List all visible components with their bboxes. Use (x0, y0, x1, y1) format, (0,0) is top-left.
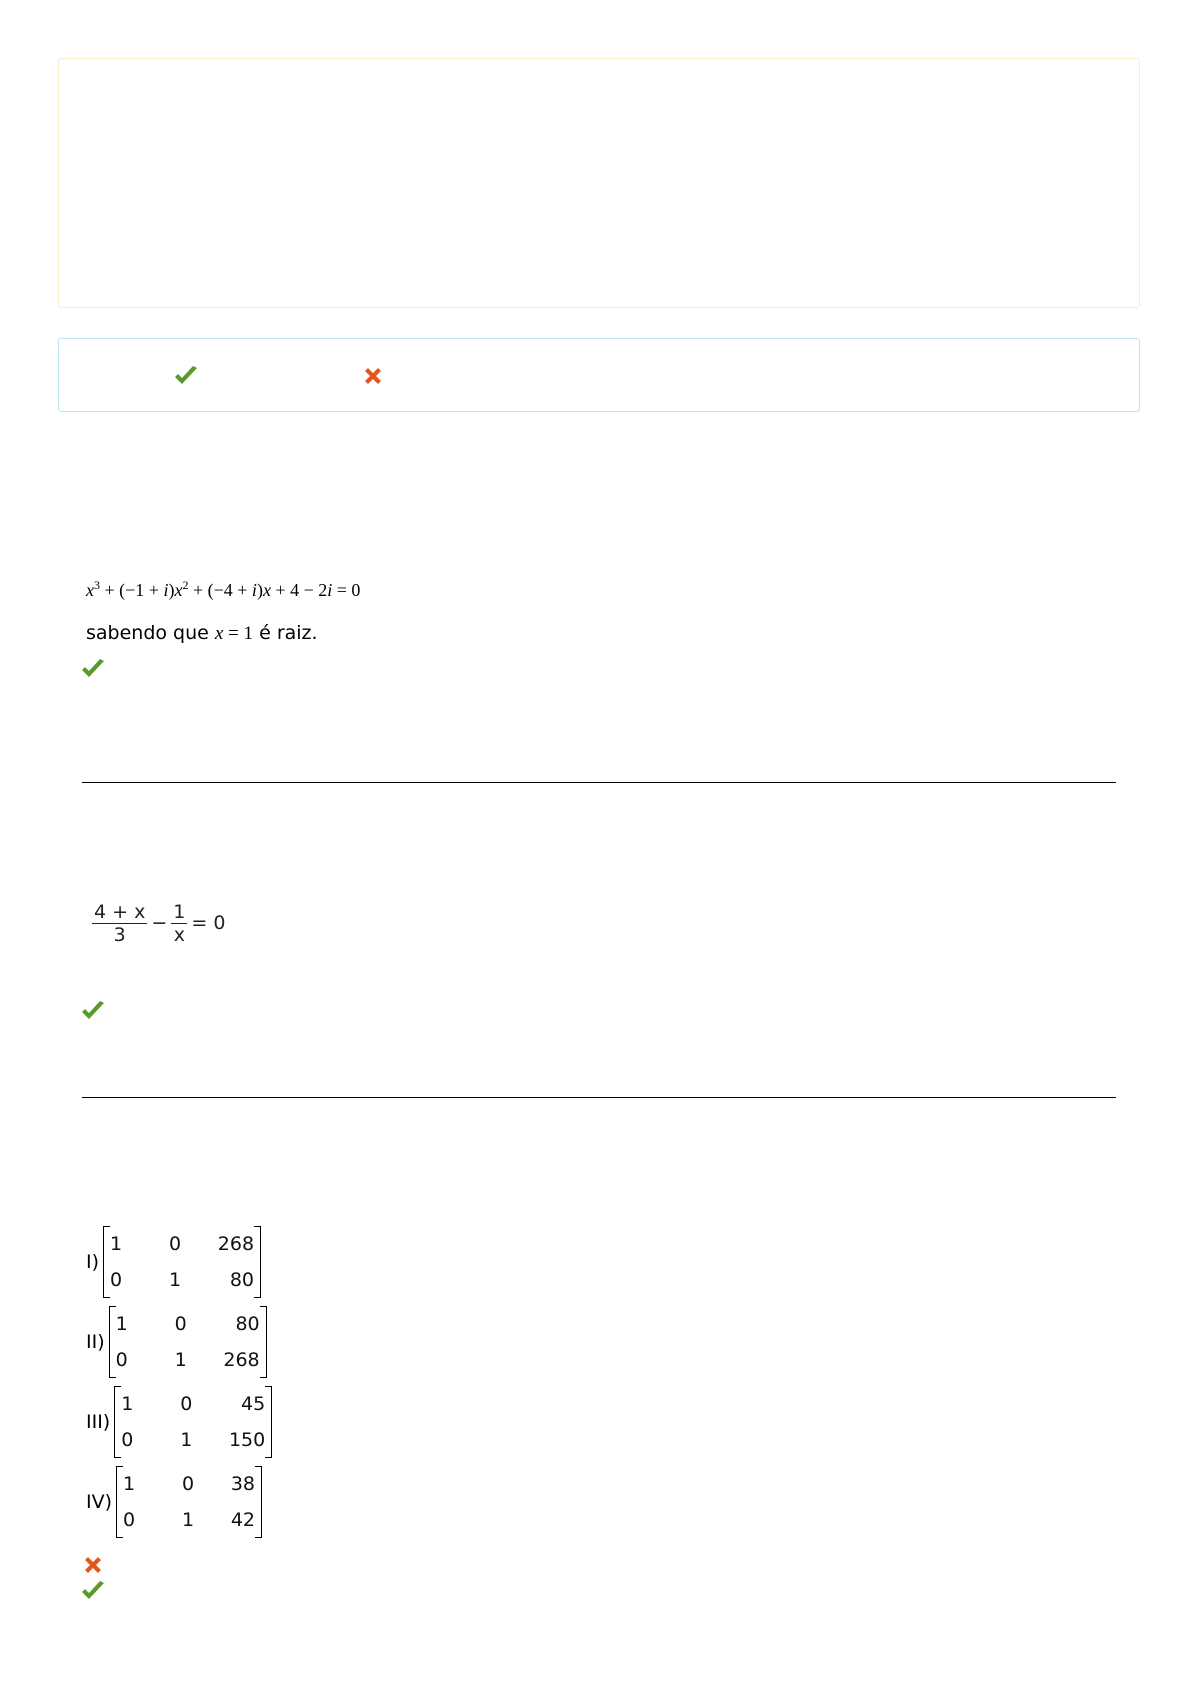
check-icon (80, 1000, 106, 1022)
cross-icon (362, 365, 384, 387)
question-divider (82, 1097, 1116, 1098)
question-divider (82, 782, 1116, 783)
matrix-option: I) 1 0 268 0 1 80 (86, 1226, 261, 1298)
matrix-option: III) 1 0 45 0 1 150 (86, 1386, 272, 1458)
polynomial-equation: $x^3 + (-1 + i)x^2 + (-4 + i)x + 4 - 2i = 0$ (86, 578, 361, 600)
check-icon (80, 1580, 106, 1602)
check-icon (80, 658, 106, 680)
cross-icon (82, 1554, 104, 1576)
warning-panel (58, 58, 1140, 308)
check-icon (173, 365, 199, 387)
matrix-option: IV) 1 0 38 0 1 42 (86, 1466, 262, 1538)
rational-equation: $\frac{4 + x}{3}$ − $\frac{1}{x}$ = 0 (94, 900, 226, 946)
matrix-option: II) 1 0 80 0 1 268 (86, 1306, 267, 1378)
info-panel (58, 338, 1140, 412)
root-hint: sabendo que x = 1 é raiz. (86, 622, 318, 644)
fraction: $\frac{4 + x}{3}$ (94, 900, 146, 946)
fraction: $\frac{1}{x}$ (173, 900, 186, 946)
